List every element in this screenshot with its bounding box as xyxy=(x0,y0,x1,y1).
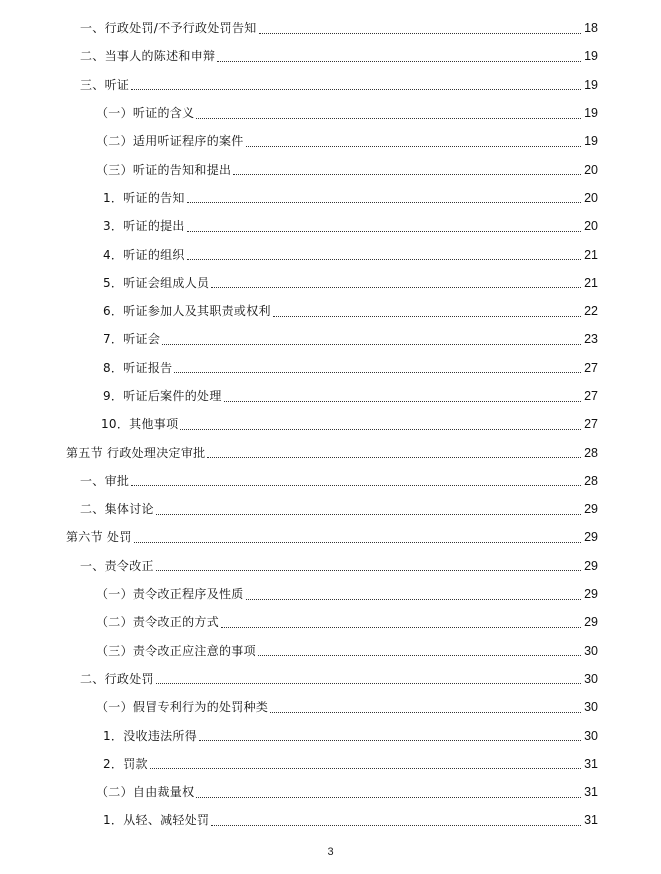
toc-entry[interactable] xyxy=(0,750,661,778)
toc-entry-page-number: 19 xyxy=(584,106,598,121)
toc-entry-label: （三）听证的告知和提出 xyxy=(96,162,232,177)
toc-entry-page-number: 27 xyxy=(584,389,598,403)
toc-entry-label: 一、行政处罚/不予行政处罚告知 xyxy=(80,21,257,36)
toc-entry[interactable] xyxy=(0,325,661,353)
toc-entry-page-number: 31 xyxy=(584,785,598,800)
toc-entry-page-number: 29 xyxy=(584,530,598,545)
toc-entry-label: 2．罚款 xyxy=(103,756,148,771)
toc-entry-label: （一）听证的含义 xyxy=(96,106,195,121)
toc-entry-label: 10．其他事项 xyxy=(101,417,179,432)
toc-entry[interactable] xyxy=(0,637,661,665)
toc-entry-label: 第五节 行政处理决定审批 xyxy=(66,445,206,460)
toc-entry-label: 二、行政处罚 xyxy=(80,671,154,686)
toc-entry[interactable] xyxy=(0,71,661,99)
toc-entry[interactable] xyxy=(0,665,661,693)
dot-leader xyxy=(273,300,581,317)
toc-entry-label: 5．听证会组成人员 xyxy=(103,275,210,290)
toc-entry[interactable] xyxy=(0,467,661,495)
dot-leader xyxy=(270,696,581,713)
toc-entry[interactable] xyxy=(0,721,661,749)
toc-entry-page-number: 30 xyxy=(584,643,598,658)
toc-entry[interactable] xyxy=(0,438,661,466)
toc-entry[interactable] xyxy=(0,127,661,155)
toc-entry[interactable] xyxy=(0,523,661,551)
toc-entry-label: 1．听证的告知 xyxy=(103,190,185,205)
toc-entry-page-number: 20 xyxy=(584,219,598,234)
toc-entry-page-number: 18 xyxy=(584,21,598,36)
dot-leader xyxy=(207,441,581,458)
dot-leader xyxy=(258,639,581,656)
toc-entry[interactable] xyxy=(0,14,661,42)
toc-entry[interactable] xyxy=(0,269,661,297)
toc-entry-page-number: 20 xyxy=(584,190,598,205)
toc-entry-page-number: 27 xyxy=(584,360,598,375)
toc-entry-label: 8．听证报告 xyxy=(103,360,173,375)
toc-entry[interactable] xyxy=(0,42,661,70)
dot-leader xyxy=(134,526,581,543)
toc-entry-label: 6．听证参加人及其职责或权利 xyxy=(103,304,271,319)
toc-entry-label: （二）责令改正的方式 xyxy=(96,615,220,630)
toc-entry-page-number: 29 xyxy=(584,587,598,602)
toc-entry[interactable] xyxy=(0,354,661,382)
page-number: 3 xyxy=(327,846,334,858)
toc-entry[interactable] xyxy=(0,693,661,721)
toc-entry-label: （一）假冒专利行为的处罚种类 xyxy=(96,700,269,715)
toc-entry-page-number: 29 xyxy=(584,558,598,573)
toc-entry-label: 7．听证会 xyxy=(103,332,161,347)
toc-entry-label: 第六节 处罚 xyxy=(66,530,132,545)
dot-leader xyxy=(196,781,581,798)
toc-entry[interactable] xyxy=(0,212,661,240)
toc-entry-page-number: 21 xyxy=(584,247,598,262)
toc-entry[interactable] xyxy=(0,580,661,608)
toc-entry[interactable] xyxy=(0,240,661,268)
dot-leader xyxy=(150,752,581,769)
dot-leader xyxy=(246,583,581,600)
toc-entry-page-number: 20 xyxy=(584,162,598,177)
toc-entry-label: 一、审批 xyxy=(80,473,130,488)
toc-entry-label: 9．听证后案件的处理 xyxy=(103,389,222,403)
toc-entry-page-number: 21 xyxy=(584,275,598,290)
dot-leader xyxy=(211,271,581,288)
dot-leader xyxy=(199,724,581,741)
toc-entry-label: （二）自由裁量权 xyxy=(96,785,195,800)
toc-entry-page-number: 31 xyxy=(584,756,598,771)
dot-leader xyxy=(187,215,581,232)
toc-entry-label: 1．没收违法所得 xyxy=(103,728,198,743)
dot-leader xyxy=(162,328,581,345)
toc-entry-page-number: 19 xyxy=(584,77,598,92)
toc-entry[interactable] xyxy=(0,778,661,806)
dot-leader xyxy=(174,356,581,373)
toc-entry-label: （二）适用听证程序的案件 xyxy=(96,134,244,149)
toc-entry[interactable] xyxy=(0,552,661,580)
toc-entry-page-number: 28 xyxy=(584,445,598,460)
toc-entry[interactable] xyxy=(0,410,661,438)
toc-entry-label: （一）责令改正程序及性质 xyxy=(96,587,244,602)
toc-entry-page-number: 22 xyxy=(584,304,598,319)
toc-entry-page-number: 29 xyxy=(584,615,598,630)
toc-entry-page-number: 29 xyxy=(584,502,598,517)
toc-entry-label: 一、责令改正 xyxy=(80,558,154,573)
dot-leader xyxy=(187,186,581,203)
toc-entry-page-number: 30 xyxy=(584,671,598,686)
toc-entry-page-number: 19 xyxy=(584,49,598,64)
dot-leader xyxy=(233,158,581,175)
dot-leader xyxy=(221,611,581,628)
dot-leader xyxy=(156,498,581,515)
toc-entry-label: 二、集体讨论 xyxy=(80,502,154,517)
toc-entry[interactable] xyxy=(0,155,661,183)
toc-entry[interactable] xyxy=(0,184,661,212)
dot-leader xyxy=(246,130,581,147)
dot-leader xyxy=(131,73,581,90)
toc-entry-page-number: 28 xyxy=(584,473,598,488)
toc-entry-label: （三）责令改正应注意的事项 xyxy=(96,643,256,658)
dot-leader xyxy=(180,413,581,430)
toc-entry-page-number: 30 xyxy=(584,700,598,715)
toc-entry-page-number: 27 xyxy=(584,417,598,432)
dot-leader xyxy=(196,102,581,119)
toc-entry-label: 4．听证的组织 xyxy=(103,247,185,262)
dot-leader xyxy=(156,667,581,684)
toc-entry[interactable] xyxy=(0,99,661,127)
table-of-contents xyxy=(0,14,661,835)
dot-leader xyxy=(211,809,581,826)
dot-leader xyxy=(217,45,581,62)
dot-leader xyxy=(259,17,581,34)
toc-entry-label: 二、当事人的陈述和申辩 xyxy=(80,49,216,64)
toc-entry[interactable] xyxy=(0,495,661,523)
toc-entry[interactable] xyxy=(0,806,661,834)
toc-entry-label: 1．从轻、减轻处罚 xyxy=(103,813,210,828)
toc-entry-label: 三、听证 xyxy=(80,77,130,92)
dot-leader xyxy=(187,243,581,260)
toc-entry-page-number: 30 xyxy=(584,728,598,743)
toc-entry[interactable] xyxy=(0,297,661,325)
dot-leader xyxy=(131,469,581,486)
toc-entry-label: 3．听证的提出 xyxy=(103,219,185,234)
toc-entry-page-number: 19 xyxy=(584,134,598,149)
toc-entry[interactable] xyxy=(0,608,661,636)
dot-leader xyxy=(224,385,581,402)
toc-entry[interactable] xyxy=(0,382,661,410)
toc-entry-page-number: 31 xyxy=(584,813,598,828)
dot-leader xyxy=(156,554,581,571)
toc-entry-page-number: 23 xyxy=(584,332,598,347)
